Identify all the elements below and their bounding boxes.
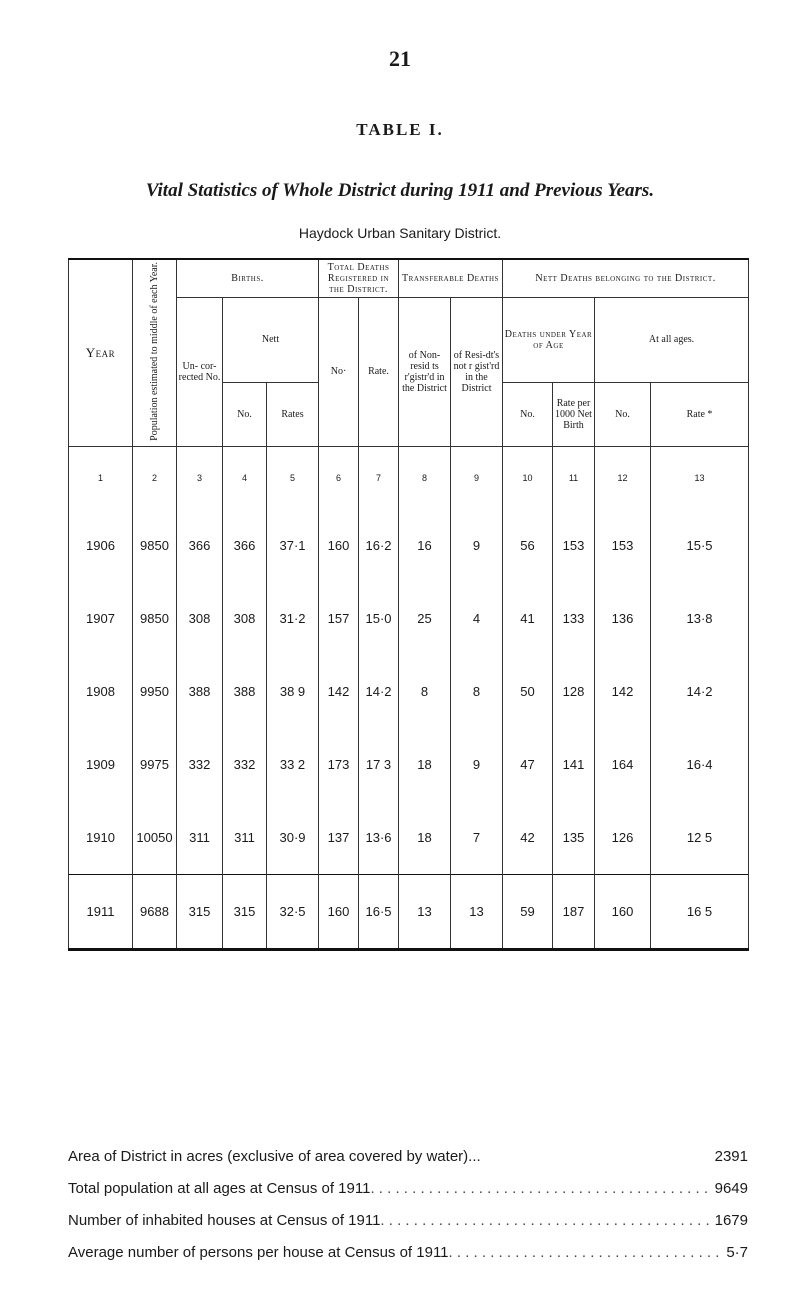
transferable-nonres-cell: 18 xyxy=(399,801,451,875)
under-year-no-cell: 47 xyxy=(503,728,553,801)
all-ages-no-cell: 153 xyxy=(595,509,651,582)
total-deaths-rate-cell: 16·5 xyxy=(359,874,399,949)
column-number: 6 xyxy=(319,446,359,509)
header-total-deaths-rate: Rate. xyxy=(359,298,399,447)
population-cell: 9975 xyxy=(133,728,177,801)
under-year-rate-cell: 135 xyxy=(553,801,595,875)
summary-label: Total population at all ages at Census of 1911 xyxy=(68,1180,371,1197)
total-deaths-rate-cell: 13·6 xyxy=(359,801,399,875)
population-cell: 10050 xyxy=(133,801,177,875)
header-total-deaths: Total Deaths Registered in the District. xyxy=(319,259,399,298)
births-uncorrected-cell: 308 xyxy=(177,582,223,655)
column-number: 10 xyxy=(503,446,553,509)
births-nett-rate-cell: 33 2 xyxy=(267,728,319,801)
header-total-deaths-no: No· xyxy=(319,298,359,447)
transferable-res-cell: 9 xyxy=(451,509,503,582)
table-subtitle: Vital Statistics of Whole District during 1911 and Previous Years. xyxy=(145,180,655,201)
column-number: 7 xyxy=(359,446,399,509)
column-number: 9 xyxy=(451,446,503,509)
district-name: Haydock Urban Sanitary District. xyxy=(298,225,502,241)
total-deaths-no-cell: 137 xyxy=(319,801,359,875)
under-year-no-cell: 56 xyxy=(503,509,553,582)
header-all-ages-rate: Rate * xyxy=(651,382,749,446)
all-ages-rate-cell: 16 5 xyxy=(651,874,749,949)
transferable-nonres-cell: 16 xyxy=(399,509,451,582)
header-under-year-rate: Rate per 1000 Net Birth xyxy=(553,382,595,446)
transferable-res-cell: 13 xyxy=(451,874,503,949)
year-cell: 1906 xyxy=(69,509,133,582)
transferable-nonres-cell: 18 xyxy=(399,728,451,801)
page-number: 21 xyxy=(389,46,411,71)
population-cell: 9850 xyxy=(133,582,177,655)
all-ages-no-cell: 142 xyxy=(595,655,651,728)
all-ages-no-cell: 126 xyxy=(595,801,651,875)
header-transferable-nonresidents: of Non-resid ts r'gistr'd in the District xyxy=(399,298,451,447)
year-cell: 1911 xyxy=(69,874,133,949)
column-number-row xyxy=(69,446,749,509)
header-all-ages: At all ages. xyxy=(595,298,749,383)
summary-label: Number of inhabited houses at Census of 1911 xyxy=(68,1212,381,1229)
total-deaths-no-cell: 173 xyxy=(319,728,359,801)
under-year-no-cell: 41 xyxy=(503,582,553,655)
population-cell: 9950 xyxy=(133,655,177,728)
transferable-nonres-cell: 25 xyxy=(399,582,451,655)
births-uncorrected-cell: 315 xyxy=(177,874,223,949)
births-nett-no-cell: 315 xyxy=(223,874,267,949)
table-title: TABLE I. xyxy=(356,120,444,139)
births-nett-rate-cell: 31·2 xyxy=(267,582,319,655)
table-row xyxy=(69,655,749,728)
table-row xyxy=(69,582,749,655)
births-uncorrected-cell: 332 xyxy=(177,728,223,801)
under-year-rate-cell: 153 xyxy=(553,509,595,582)
header-transferable-residents: of Resi-dt's not r gist'rd in the District xyxy=(451,298,503,447)
total-deaths-rate-cell: 15·0 xyxy=(359,582,399,655)
transferable-res-cell: 4 xyxy=(451,582,503,655)
all-ages-no-cell: 160 xyxy=(595,874,651,949)
table-row xyxy=(69,874,749,949)
births-nett-no-cell: 366 xyxy=(223,509,267,582)
header-births-uncorrected: Un- cor- rected No. xyxy=(177,298,223,447)
under-year-rate-cell: 133 xyxy=(553,582,595,655)
births-nett-rate-cell: 32·5 xyxy=(267,874,319,949)
summary-line-area xyxy=(68,1148,748,1172)
transferable-nonres-cell: 13 xyxy=(399,874,451,949)
table-row xyxy=(69,801,749,875)
header-births-nett-no: No. xyxy=(223,382,267,446)
table-row xyxy=(69,728,749,801)
total-deaths-no-cell: 160 xyxy=(319,509,359,582)
births-uncorrected-cell: 366 xyxy=(177,509,223,582)
under-year-no-cell: 50 xyxy=(503,655,553,728)
leader-dots xyxy=(449,1244,723,1268)
all-ages-rate-cell: 14·2 xyxy=(651,655,749,728)
births-nett-rate-cell: 38 9 xyxy=(267,655,319,728)
table-row xyxy=(69,509,749,582)
all-ages-rate-cell: 12 5 xyxy=(651,801,749,875)
total-deaths-rate-cell: 16·2 xyxy=(359,509,399,582)
summary-block xyxy=(68,1148,748,1288)
summary-line-population xyxy=(68,1180,748,1204)
column-number: 11 xyxy=(553,446,595,509)
leader-dots xyxy=(380,1212,710,1236)
header-population-label: Population estimated to middle of each Year. xyxy=(149,262,160,441)
all-ages-no-cell: 164 xyxy=(595,728,651,801)
transferable-nonres-cell: 8 xyxy=(399,655,451,728)
all-ages-rate-cell: 15·5 xyxy=(651,509,749,582)
column-number: 3 xyxy=(177,446,223,509)
summary-line-houses xyxy=(68,1212,748,1236)
column-number: 8 xyxy=(399,446,451,509)
summary-label: Area of District in acres (exclusive of area covered by water)... xyxy=(68,1148,481,1165)
births-nett-no-cell: 388 xyxy=(223,655,267,728)
header-under-year-no: No. xyxy=(503,382,553,446)
column-number: 2 xyxy=(133,446,177,509)
summary-value: 2391 xyxy=(714,1148,748,1165)
population-cell: 9850 xyxy=(133,509,177,582)
transferable-res-cell: 7 xyxy=(451,801,503,875)
under-year-no-cell: 42 xyxy=(503,801,553,875)
total-deaths-rate-cell: 14·2 xyxy=(359,655,399,728)
year-cell: 1909 xyxy=(69,728,133,801)
under-year-rate-cell: 141 xyxy=(553,728,595,801)
total-deaths-no-cell: 160 xyxy=(319,874,359,949)
all-ages-rate-cell: 13·8 xyxy=(651,582,749,655)
transferable-res-cell: 8 xyxy=(451,655,503,728)
year-cell: 1907 xyxy=(69,582,133,655)
total-deaths-rate-cell: 17 3 xyxy=(359,728,399,801)
header-births-nett: Nett xyxy=(223,298,319,383)
leader-dots xyxy=(370,1180,710,1204)
column-number: 13 xyxy=(651,446,749,509)
summary-value: 1679 xyxy=(714,1212,748,1229)
header-all-ages-no: No. xyxy=(595,382,651,446)
all-ages-no-cell: 136 xyxy=(595,582,651,655)
births-uncorrected-cell: 388 xyxy=(177,655,223,728)
summary-value: 5·7 xyxy=(726,1244,748,1261)
summary-label: Average number of persons per house at Census of 1911 xyxy=(68,1244,449,1261)
births-uncorrected-cell: 311 xyxy=(177,801,223,875)
header-births: Births. xyxy=(177,259,319,298)
summary-line-persons-per-house xyxy=(68,1244,748,1268)
under-year-no-cell: 59 xyxy=(503,874,553,949)
header-births-nett-rates: Rates xyxy=(267,382,319,446)
header-transferable: Transferable Deaths xyxy=(399,259,503,298)
header-nett-deaths: Nett Deaths belonging to the District. xyxy=(503,259,749,298)
under-year-rate-cell: 128 xyxy=(553,655,595,728)
births-nett-rate-cell: 30·9 xyxy=(267,801,319,875)
population-cell: 9688 xyxy=(133,874,177,949)
births-nett-no-cell: 311 xyxy=(223,801,267,875)
header-under-year: Deaths under Year of Age xyxy=(503,298,595,383)
column-number: 1 xyxy=(69,446,133,509)
column-number: 12 xyxy=(595,446,651,509)
year-cell: 1908 xyxy=(69,655,133,728)
births-nett-rate-cell: 37·1 xyxy=(267,509,319,582)
all-ages-rate-cell: 16·4 xyxy=(651,728,749,801)
vital-statistics-table xyxy=(68,258,749,951)
column-number: 5 xyxy=(267,446,319,509)
transferable-res-cell: 9 xyxy=(451,728,503,801)
total-deaths-no-cell: 157 xyxy=(319,582,359,655)
births-nett-no-cell: 308 xyxy=(223,582,267,655)
header-year: Year xyxy=(69,259,133,446)
column-number: 4 xyxy=(223,446,267,509)
year-cell: 1910 xyxy=(69,801,133,875)
header-population xyxy=(133,259,177,446)
summary-value: 9649 xyxy=(714,1180,748,1197)
under-year-rate-cell: 187 xyxy=(553,874,595,949)
total-deaths-no-cell: 142 xyxy=(319,655,359,728)
births-nett-no-cell: 332 xyxy=(223,728,267,801)
